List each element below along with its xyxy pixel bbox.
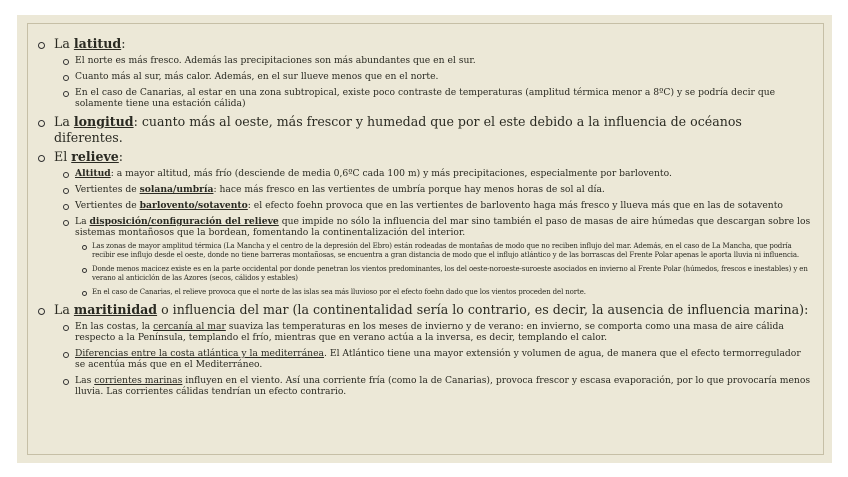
latitud-point-3: En el caso de Canarias, al estar en una zona subtropical, existe poco contraste de temperaturas (amplitud térmica menor a 8ºC) y se podría decir que solamente tiene una estación cálida) <box>54 87 813 109</box>
disposicion-point-3: En el caso de Canarias, el relieve provoca que el norte de las islas sea más lluvioso por el efecto foehn dado que los vientos proceden del norte. <box>75 288 813 297</box>
disposicion-point-1: Las zonas de mayor amplitud térmica (La Mancha y el centro de la depresión del Ebro) están rodeadas de montañas de modo que no reciben influjo del mar. Además, en el caso de La Mancha, que podría recibir ese influjo desde el oeste, donde no tiene barreras montañosas, se encuentra a gran distancia de modo que el influjo atlántico y de las borrascas del Frente Polar apenas le aporta lluvia ni influencia. <box>75 242 813 260</box>
slide <box>17 15 832 463</box>
relieve-point-altitud <box>54 168 813 179</box>
keyword-relieve: relieve <box>71 149 119 164</box>
point-text: : hace más fresco en las vertientes de umbría porque hay menos horas de sol al día. <box>213 184 605 195</box>
maritinidad-subpoints <box>54 321 813 397</box>
relieve-subpoints <box>54 168 813 297</box>
point-text: suaviza las temperaturas en los meses de invierno y de verano: en invierno, se comporta como una masa de aire cálida respecto a la Península, templando el frío, mientras que en verano actúa a la inversa, es decir, templando el calor. <box>75 321 784 343</box>
latitud-point-1: El norte es más fresco. Además las precipitaciones son más abundantes que en el sur. <box>54 55 813 66</box>
latitud-point-2: Cuanto más al sur, más calor. Además, en el sur llueve menos que en el norte. <box>54 71 813 82</box>
point-before: Vertientes de <box>75 184 140 195</box>
bullet-suffix: : <box>121 36 126 51</box>
point-before: Las <box>75 375 95 386</box>
relieve-point-disposicion <box>54 216 813 297</box>
underlined-term: Diferencias entre la costa atlántica y la mediterránea <box>75 348 325 359</box>
keyword-solana-umbria: solana/umbría <box>139 184 214 195</box>
bullet-suffix: : <box>118 149 124 164</box>
relieve-point-solana <box>54 184 813 195</box>
point-before: La <box>75 216 90 227</box>
bullet-prefix: La <box>54 36 74 51</box>
maritinidad-point-3 <box>54 375 813 397</box>
bullet-latitud <box>34 36 813 109</box>
underlined-term: cercanía al mar <box>153 321 226 332</box>
bullet-suffix: : cuanto más al oeste, más frescor y humedad que por el este debido a la influencia de océanos diferentes. <box>54 114 742 145</box>
point-text: que impide no sólo la influencia del mar sino también el paso de masas de aire húmedas que descargan sobre los sistemas montañosos que la bordean, fomentando la continentalización del interior. <box>75 216 811 238</box>
disposicion-point-2: Donde menos macicez existe es en la parte occidental por donde penetran los vientos predominantes, los del oeste-noroeste-suroeste asociados en invierno al Frente Polar (húmedos, frescos e inestables) y en verano al anticiclón de las Azores (secos, cálidos y estables) <box>75 265 813 283</box>
maritinidad-point-1 <box>54 321 813 343</box>
point-before: En las costas, la <box>75 321 154 332</box>
bullet-maritinidad <box>34 302 813 397</box>
point-text: : el efecto foehn provoca que en las vertientes de barlovento haga más fresco y llueva más que en las de sotavento <box>247 200 783 211</box>
latitud-subpoints <box>54 55 813 109</box>
disposicion-subpoints <box>75 242 813 297</box>
bullet-prefix: La <box>54 302 74 317</box>
bullet-prefix: El <box>54 149 72 164</box>
bullet-prefix: La <box>54 114 74 129</box>
point-before: Vertientes de <box>75 200 140 211</box>
point-text: influyen en el viento. Así una corriente fría (como la de Canarias), provoca frescor y escasa evaporación, por lo que provocaría menos lluvia. Las corrientes cálidas tendrían un efecto contrario. <box>75 375 811 397</box>
keyword-altitud: Altitud <box>75 168 111 179</box>
point-text: : a mayor altitud, más frío (desciende de media 0,6ºC cada 100 m) y más precipitaciones, especialmente por barlovento. <box>110 168 672 179</box>
bullet-list <box>34 36 813 397</box>
bullet-suffix: o influencia del mar (la continentalidad sería lo contrario, es decir, la ausencia de influencia marina): <box>157 302 809 317</box>
keyword-latitud: latitud <box>73 36 122 51</box>
bullet-longitud <box>34 114 813 146</box>
keyword-longitud: longitud <box>73 114 134 129</box>
keyword-barlovento-sotavento: barlovento/sotavento <box>139 200 248 211</box>
content-frame <box>27 23 824 455</box>
keyword-disposicion: disposición/configuración del relieve <box>89 216 279 227</box>
bullet-relieve <box>34 149 813 297</box>
point-text: . El Atlántico tiene una mayor extensión y volumen de agua, de manera que el efecto termorregulador se acentúa más que en el Mediterráneo. <box>75 348 801 370</box>
relieve-point-barlovento <box>54 200 813 211</box>
underlined-term: corrientes marinas <box>94 375 183 386</box>
keyword-maritinidad: maritinidad <box>73 302 158 317</box>
maritinidad-point-2 <box>54 348 813 370</box>
